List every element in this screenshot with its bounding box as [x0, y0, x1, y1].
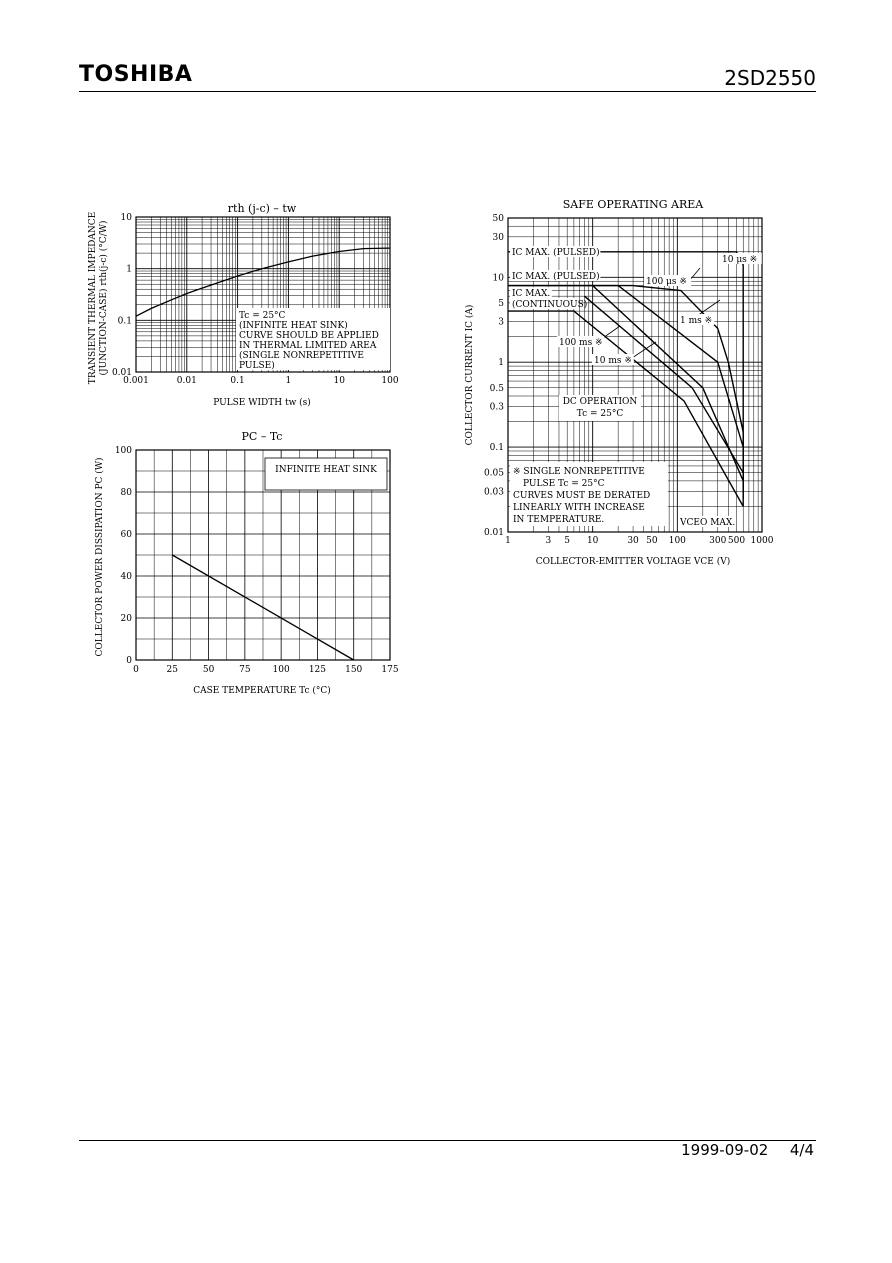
- c3-label-lbl_10us: 10 μs ※: [722, 255, 758, 265]
- c3-x-tick-label: 500: [727, 536, 746, 546]
- c2-x-tick-label: 100: [272, 665, 290, 675]
- c3-leader-line: [697, 300, 720, 316]
- c3-y-tick-label: 5: [498, 298, 504, 309]
- c2-x-tick-label: 125: [308, 665, 327, 675]
- c3-y-tick-label: 30: [492, 232, 504, 243]
- c1-x-tick-label: 0.01: [176, 376, 197, 386]
- c3-x-tick-label: 300: [709, 536, 727, 546]
- c3-title: SAFE OPERATING AREA: [562, 198, 704, 211]
- c3-x-tick-label: 1000: [750, 536, 774, 546]
- c1-ylabel: [88, 212, 109, 384]
- c1-x-tick-label: 0.1: [230, 376, 245, 386]
- thermal-impedance-chart: [88, 202, 399, 408]
- footer-date: 1999-09-02: [681, 1141, 769, 1159]
- c3-label-lbl_100ms: 100 ms ※: [559, 338, 603, 348]
- c1-ylabel-line2: (JUNCTION-CASE) rth(j-c) (°C/W): [99, 220, 109, 376]
- c3-label-ic_max_pulsed_1: IC MAX. (PULSED): [512, 248, 600, 258]
- c2-annotation: INFINITE HEAT SINK: [275, 465, 377, 475]
- c3-y-tick-label: 0.1: [489, 443, 504, 454]
- c1-x-tick-label: 0.001: [123, 376, 149, 386]
- c1-x-tick-label: 1: [285, 376, 292, 386]
- c3-x-tick-label: 3: [545, 536, 552, 546]
- c3-label-lbl_10ms: 10 ms ※: [594, 356, 632, 366]
- brand-logo: TOSHIBA: [79, 62, 193, 87]
- c2-y-tick-label: 60: [120, 530, 132, 540]
- safe-operating-area-chart: [464, 198, 774, 567]
- c3-y-tick-label: 0.03: [483, 487, 504, 498]
- footer-page: 4/4: [789, 1141, 814, 1159]
- c1-xlabel: PULSE WIDTH tw (s): [213, 398, 311, 408]
- c3-leader-line: [690, 268, 700, 280]
- c3-x-tick-label: 30: [627, 536, 639, 546]
- c3-label-note_1: ※ SINGLE NONREPETITIVE: [513, 467, 645, 477]
- c2-y-tick-label: 40: [120, 572, 132, 582]
- c3-label-ic_max_continuous_1: IC MAX.: [512, 289, 551, 299]
- c3-label-dc_1: DC OPERATION: [562, 397, 638, 407]
- c2-x-tick-label: 50: [202, 665, 215, 675]
- c2-y-tick-label: 20: [120, 614, 132, 624]
- c3-x-tick-label: 10: [586, 536, 599, 546]
- c3-label-lbl_100us: 100 μs ※: [646, 277, 687, 287]
- c2-title: PC – Tc: [241, 430, 283, 443]
- c2-x-tick-label: 0: [133, 665, 139, 675]
- c3-x-tick-label: 50: [646, 536, 658, 546]
- c3-label-lbl_1ms: 1 ms ※: [680, 316, 713, 326]
- c2-x-tick-label: 75: [239, 665, 251, 675]
- power-dissipation-chart: [94, 430, 399, 696]
- c3-xlabel: COLLECTOR-EMITTER VOLTAGE VCE (V): [535, 557, 731, 567]
- c1-title: rth (j-c) – tw: [227, 202, 297, 215]
- c1-x-tick-label: 100: [381, 376, 399, 386]
- c1-annotation-line: IN THERMAL LIMITED AREA: [239, 341, 377, 351]
- c1-series-line: [136, 248, 390, 316]
- c2-x-tick-label: 25: [166, 665, 179, 675]
- c2-y-tick-label: 0: [126, 656, 132, 666]
- c2-x-tick-label: 175: [381, 665, 399, 675]
- c1-ylabel-line1: TRANSIENT THERMAL IMPEDANCE: [88, 211, 98, 385]
- c1-annotation-line: PULSE): [239, 361, 275, 371]
- c3-label-note_5: IN TEMPERATURE.: [513, 515, 605, 525]
- c2-x-tick-label: 150: [345, 665, 363, 675]
- c3-x-tick-label: 1: [505, 536, 511, 546]
- c3-y-tick-label: 50: [492, 214, 504, 224]
- c2-y-tick-label: 80: [120, 488, 132, 498]
- c3-label-dc_2: Tc = 25°C: [576, 409, 624, 419]
- c2-ylabel: COLLECTOR POWER DISSIPATION PC (W): [95, 457, 105, 657]
- c2-y-tick-label: 100: [114, 446, 132, 456]
- c3-ylabel: COLLECTOR CURRENT IC (A): [465, 304, 475, 446]
- c1-annotation-line: (INFINITE HEAT SINK): [239, 321, 348, 331]
- c1-y-tick-label: 0.1: [117, 316, 132, 327]
- c1-annotation-line: CURVE SHOULD BE APPLIED: [239, 331, 379, 341]
- c3-label-note_4: LINEARLY WITH INCREASE: [513, 503, 645, 513]
- c3-y-tick-label: 1: [498, 358, 504, 369]
- c3-y-tick-label: 0.01: [483, 528, 504, 538]
- c1-annotation-line: (SINGLE NONREPETITIVE: [239, 351, 364, 361]
- c3-x-tick-label: 100: [668, 536, 686, 546]
- c3-series-line-3: [593, 286, 744, 481]
- c1-annotation-line: Tc = 25°C: [239, 311, 286, 321]
- c3-y-tick-label: 0.3: [489, 402, 504, 413]
- c3-label-vceo: VCEO MAX.: [680, 518, 736, 528]
- c3-y-tick-label: 10: [492, 273, 504, 284]
- c1-y-tick-label: 1: [126, 264, 132, 275]
- c1-y-tick-label: 10: [120, 213, 132, 223]
- c1-y-tick-label: 0.01: [111, 368, 132, 378]
- c3-y-tick-label: 3: [498, 317, 504, 328]
- c3-label-ic_max_continuous_2: (CONTINUOUS): [512, 300, 588, 310]
- c3-x-tick-label: 5: [564, 536, 571, 546]
- c3-label-ic_max_pulsed_2: IC MAX. (PULSED): [512, 272, 600, 282]
- c3-leader-line: [632, 342, 656, 358]
- c3-label-note_2: PULSE Tc = 25°C: [523, 479, 605, 489]
- c3-y-tick-label: 0.5: [489, 383, 504, 394]
- c3-label-note_3: CURVES MUST BE DERATED: [513, 491, 651, 501]
- c3-y-tick-label: 0.05: [483, 468, 504, 479]
- c2-xlabel: CASE TEMPERATURE Tc (°C): [193, 686, 331, 696]
- part-number: 2SD2550: [724, 66, 816, 90]
- c1-x-tick-label: 10: [333, 376, 345, 386]
